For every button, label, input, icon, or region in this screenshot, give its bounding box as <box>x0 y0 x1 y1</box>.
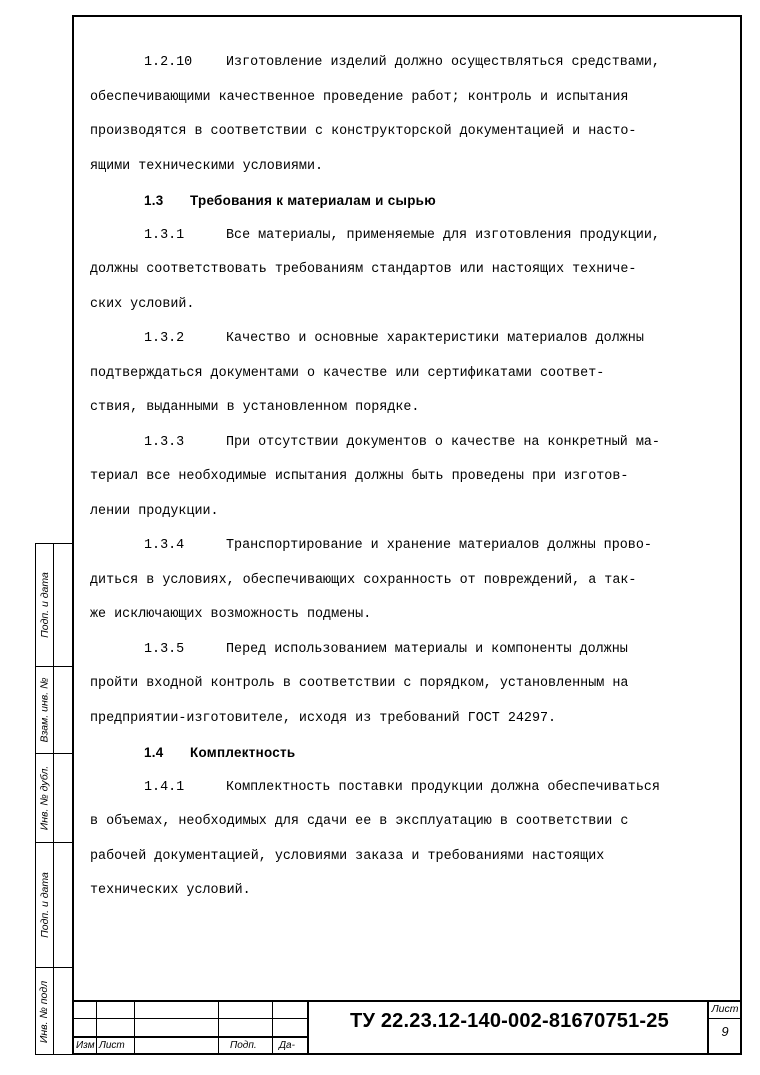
title-block-line <box>218 1000 219 1055</box>
document-code: ТУ 22.23.12-140-002-81670751-25 <box>350 1010 669 1032</box>
title-block-line <box>707 1018 742 1019</box>
paragraph-1-2-10 <box>90 46 724 184</box>
text-line: При отсутствии документов о качестве на конкретный ма- <box>226 434 660 450</box>
title-block-line <box>72 1000 742 1002</box>
side-label-sign-date-bottom <box>36 842 53 967</box>
text-line: териал все необходимые испытания должны быть проведены при изготов- <box>90 469 629 484</box>
text-line: пройти входной контроль в соответствии с порядком, установленным на <box>90 676 629 691</box>
paragraph-1-4-1 <box>90 771 724 909</box>
side-stamp <box>35 543 72 1055</box>
title-block-line <box>96 1000 97 1055</box>
text-line: ствия, выданными в установленном порядке. <box>90 400 420 415</box>
section-title: Требования к материалам и сырью <box>190 193 436 208</box>
side-label-replaces-inv <box>36 666 53 753</box>
side-label-text: Инв. № подл <box>38 980 51 1043</box>
text-line: Качество и основные характеристики материалов должны <box>226 331 644 346</box>
text-line: технических условий. <box>90 883 251 898</box>
col-sheet-label: Лист <box>99 1040 125 1051</box>
section-heading-1-3 <box>90 184 724 219</box>
document-body <box>90 46 724 909</box>
side-label-text: Подп. и дата <box>38 871 51 938</box>
clause-number: 1.4.1 <box>144 779 185 795</box>
side-label-dup-inv <box>36 753 53 842</box>
text-line: подтверждаться документами о качестве или сертификатами соответ- <box>90 365 605 381</box>
paragraph-1-3-1 <box>90 219 724 323</box>
title-block-line <box>307 1000 309 1055</box>
clause-number: 1.3.4 <box>144 538 185 553</box>
text-line: производятся в соответствии с конструкторской документацией и насто- <box>90 124 637 139</box>
text-line: рабочей документацией, условиями заказа и требованиями настоящих <box>90 848 605 864</box>
sheet-label: Лист <box>711 1003 739 1015</box>
side-label-text: Подп. и дата <box>38 572 51 638</box>
text-line: ящими техническими условиями. <box>90 158 324 174</box>
section-heading-1-4 <box>90 736 724 771</box>
clause-number: 1.2.10 <box>144 55 193 70</box>
side-label-text: Взам. инв. № <box>38 677 51 742</box>
paragraph-1-3-5 <box>90 633 724 737</box>
text-line: предприятии-изготовителе, исходя из требований ГОСТ 24297. <box>90 710 557 726</box>
col-change-label: Изм <box>76 1040 95 1051</box>
text-line: Все материалы, применяемые для изготовления продукции, <box>226 227 660 243</box>
section-number: 1.3 <box>144 193 164 208</box>
text-line: Изготовление изделий должно осуществляться средствами, <box>226 55 660 70</box>
text-line: ских условий. <box>90 296 195 312</box>
col-date-label: Да- <box>279 1040 295 1051</box>
text-line: диться в условиях, обеспечивающих сохранность от повреждений, а так- <box>90 572 637 588</box>
paragraph-1-3-4 <box>90 529 724 633</box>
title-block-line <box>134 1000 135 1055</box>
section-title: Комплектность <box>190 745 296 760</box>
side-label-sign-date-top <box>36 544 53 666</box>
paragraph-1-3-2 <box>90 322 724 426</box>
text-line: лении продукции. <box>90 503 219 519</box>
side-label-text: Инв. № дубл. <box>38 765 51 830</box>
text-line: должны соответствовать требованиям стандартов или настоящих техниче- <box>90 262 637 277</box>
text-line: в объемах, необходимых для сдачи ее в эксплуатацию в соответствии с <box>90 814 629 829</box>
paragraph-1-3-3 <box>90 426 724 530</box>
text-line: Перед использованием материалы и компоненты должны <box>226 641 628 657</box>
text-line: Транспортирование и хранение материалов должны прово- <box>226 538 652 553</box>
side-label-orig-inv <box>36 967 53 1056</box>
sheet-number: 9 <box>721 1024 729 1039</box>
clause-number: 1.3.3 <box>144 434 185 450</box>
text-line: обеспечивающими качественное проведение работ; контроль и испытания <box>90 89 629 105</box>
clause-number: 1.3.2 <box>144 331 185 346</box>
text-line: же исключающих возможность подмены. <box>90 607 372 622</box>
clause-number: 1.3.1 <box>144 227 185 243</box>
title-block <box>72 1000 742 1055</box>
title-block-line <box>272 1000 273 1055</box>
side-stamp-divider <box>53 544 54 1054</box>
col-sign-label: Подп. <box>230 1040 257 1051</box>
text-line: Комплектность поставки продукции должна обеспечиваться <box>226 779 660 795</box>
section-number: 1.4 <box>144 745 164 760</box>
clause-number: 1.3.5 <box>144 641 185 657</box>
